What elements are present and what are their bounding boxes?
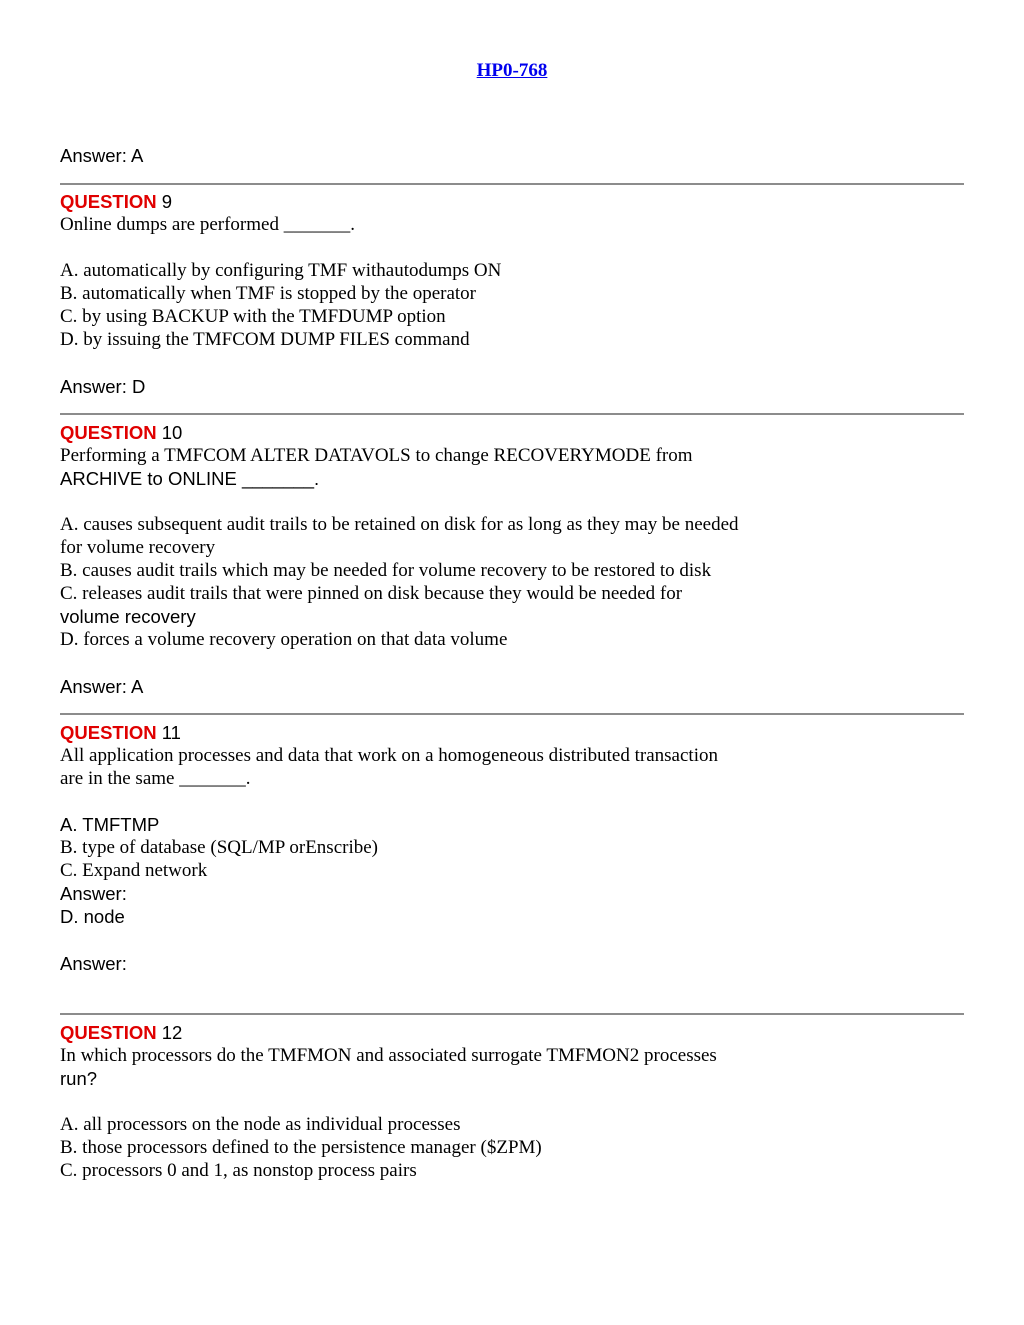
question-11-option-d: D. node xyxy=(60,906,125,927)
question-number: 10 xyxy=(161,422,183,443)
question-10-option-a-cont: for volume recovery xyxy=(60,537,216,558)
question-11-heading xyxy=(60,721,181,744)
divider xyxy=(60,183,964,185)
question-9-stem: Online dumps are performed _______. xyxy=(60,214,355,235)
question-10-option-d: D. forces a volume recovery operation on that data volume xyxy=(60,629,508,650)
question-10-stem-line-1: Performing a TMFCOM ALTER DATAVOLS to change RECOVERYMODE from xyxy=(60,445,693,466)
question-11-stem-line-1: All application processes and data that work on a homogeneous distributed transaction xyxy=(60,745,718,766)
question-number: 12 xyxy=(161,1022,183,1043)
question-12-stem-line-2: run? xyxy=(60,1068,98,1089)
previous-answer: Answer: A xyxy=(60,145,144,166)
question-label: QUESTION xyxy=(60,191,157,212)
question-label: QUESTION xyxy=(60,1022,157,1043)
question-9-option-b: B. automatically when TMF is stopped by the operator xyxy=(60,283,476,304)
question-9-option-c: C. by using BACKUP with the TMFDUMP option xyxy=(60,306,446,327)
question-12-option-a: A. all processors on the node as individual processes xyxy=(60,1114,461,1135)
question-12-option-b: B. those processors defined to the persistence manager ($ZPM) xyxy=(60,1137,542,1158)
question-10-heading xyxy=(60,421,182,444)
question-10-answer: Answer: A xyxy=(60,676,144,697)
question-9-heading xyxy=(60,190,172,213)
question-11-inline-answer: Answer: xyxy=(60,883,127,904)
question-12-stem-line-1: In which processors do the TMFMON and associated surrogate TMFMON2 processes xyxy=(60,1045,717,1066)
question-10-option-b: B. causes audit trails which may be needed for volume recovery to be restored to disk xyxy=(60,560,712,581)
question-12-option-c: C. processors 0 and 1, as nonstop process pairs xyxy=(60,1160,417,1181)
question-11-option-a: A. TMFTMP xyxy=(60,814,160,835)
question-9-answer: Answer: D xyxy=(60,376,146,397)
question-11-option-b: B. type of database (SQL/MP orEnscribe) xyxy=(60,837,378,858)
header xyxy=(0,60,1024,82)
question-11-answer: Answer: xyxy=(60,953,127,974)
question-11-option-c: C. Expand network xyxy=(60,860,208,881)
divider xyxy=(60,413,964,415)
question-10-option-c: C. releases audit trails that were pinned on disk because they would be needed for xyxy=(60,583,683,604)
question-11-stem-line-2: are in the same _______. xyxy=(60,768,251,789)
divider xyxy=(60,713,964,715)
question-9-option-a: A. automatically by configuring TMF withautodumps ON xyxy=(60,260,502,281)
question-label: QUESTION xyxy=(60,422,157,443)
divider xyxy=(60,1013,964,1015)
question-number: 11 xyxy=(161,722,181,743)
question-10-stem-line-2: ARCHIVE to ONLINE _______. xyxy=(60,468,320,489)
question-10-option-c-cont: volume recovery xyxy=(60,606,196,627)
question-12-heading xyxy=(60,1021,182,1044)
question-label: QUESTION xyxy=(60,722,157,743)
question-9-option-d: D. by issuing the TMFCOM DUMP FILES command xyxy=(60,329,470,350)
question-number: 9 xyxy=(161,191,173,212)
document-title-link[interactable]: HP0-768 xyxy=(476,60,548,81)
question-10-option-a: A. causes subsequent audit trails to be retained on disk for as long as they may be needed xyxy=(60,514,739,535)
